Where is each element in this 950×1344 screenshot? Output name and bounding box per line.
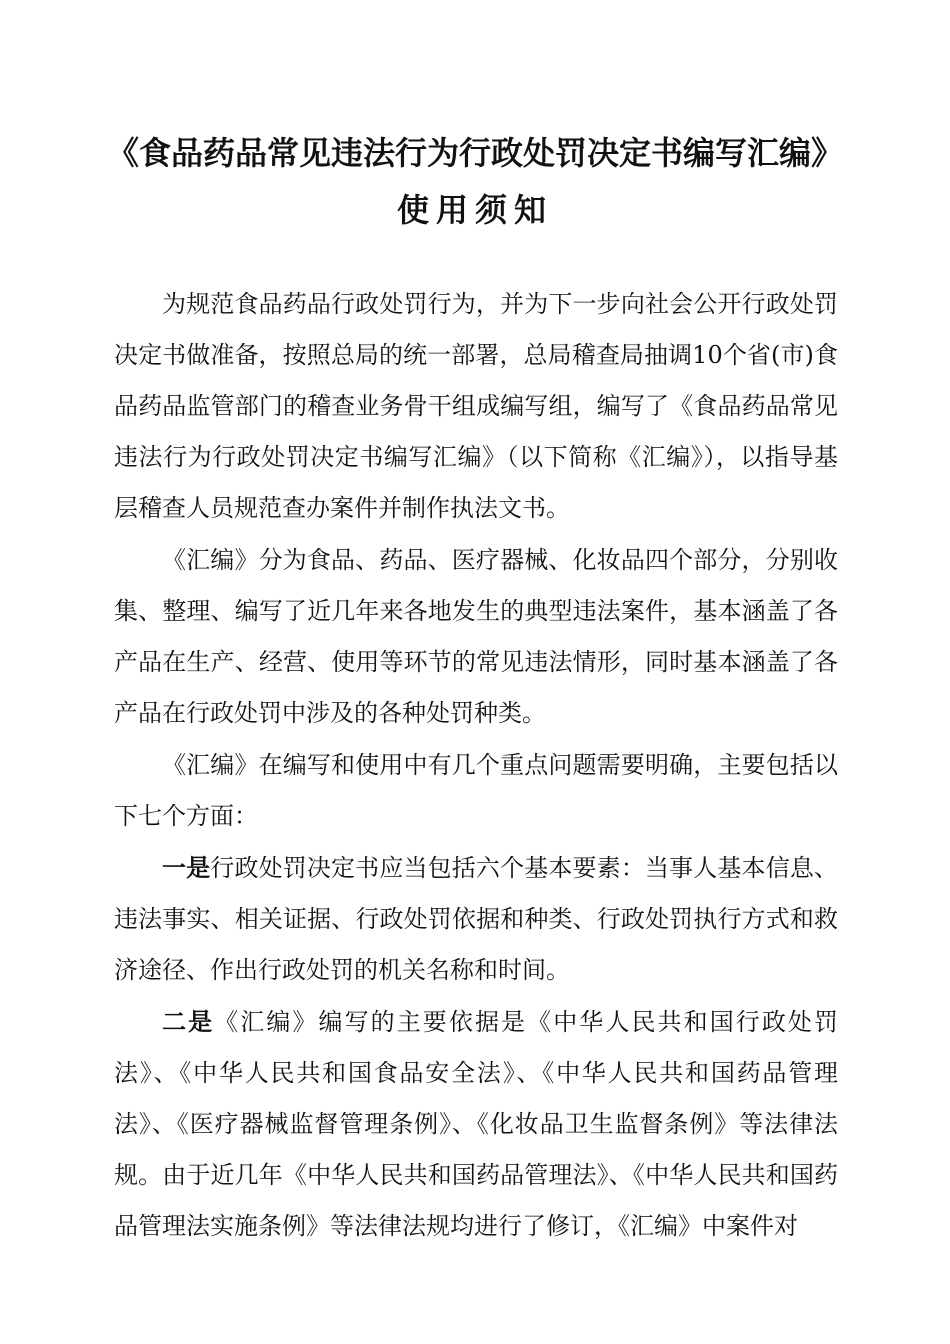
paragraph-point-one (114, 842, 838, 996)
paragraph-structure (114, 534, 838, 739)
title-block (0, 128, 950, 236)
paragraph-text: 《汇编》分为食品、药品、医疗器械、化妆品四个部分，分别收集、整理、编写了近几年来各地发生的典型违法案件，基本涵盖了各产品在生产、经营、使用等环节的常见违法情形，同时基本涵盖了各产品在行政处罚中涉及的各种处罚种类。 (114, 546, 838, 727)
document-subtitle: 使用须知 (396, 191, 553, 229)
paragraph-text: 为规范食品药品行政处罚行为，并为下一步向社会公开行政处罚决定书做准备，按照总局的统一部署，总局稽查局抽调10个省(市)食品药品监管部门的稽查业务骨干组成编写组，编写了《食品药品常见违法行为行政处罚决定书编写汇编》（以下简称《汇编》），以指导基层稽查人员规范查办案件并制作执法文书。 (114, 290, 838, 522)
paragraph-lead: 一是 (162, 853, 211, 882)
paragraph-text: 《汇编》编写的主要依据是《中华人民共和国行政处罚法》、《中华人民共和国食品安全法》、《中华人民共和国药品管理法》、《医疗器械监督管理条例》、《化妆品卫生监督条例》等法律法规。由于近几年《中华人民共和国药品管理法》、《中华人民共和国药品管理法实施条例》等法律法规均进行了修订，《汇编》中案件对 (114, 1008, 839, 1240)
paragraph-key-issues (114, 739, 838, 842)
paragraph-intro (114, 278, 838, 534)
paragraph-text: 《汇编》在编写和使用中有几个重点问题需要明确，主要包括以下七个方面： (114, 751, 838, 830)
paragraph-point-two (114, 996, 838, 1252)
document-title: 《食品药品常见违法行为行政处罚决定书编写汇编》 (106, 134, 843, 172)
paragraph-text: 行政处罚决定书应当包括六个基本要素：当事人基本信息、违法事实、相关证据、行政处罚依据和种类、行政处罚执行方式和救济途径、作出行政处罚的机关名称和时间。 (114, 854, 838, 984)
document-body (114, 278, 838, 1252)
paragraph-lead: 二是 (162, 1007, 215, 1036)
